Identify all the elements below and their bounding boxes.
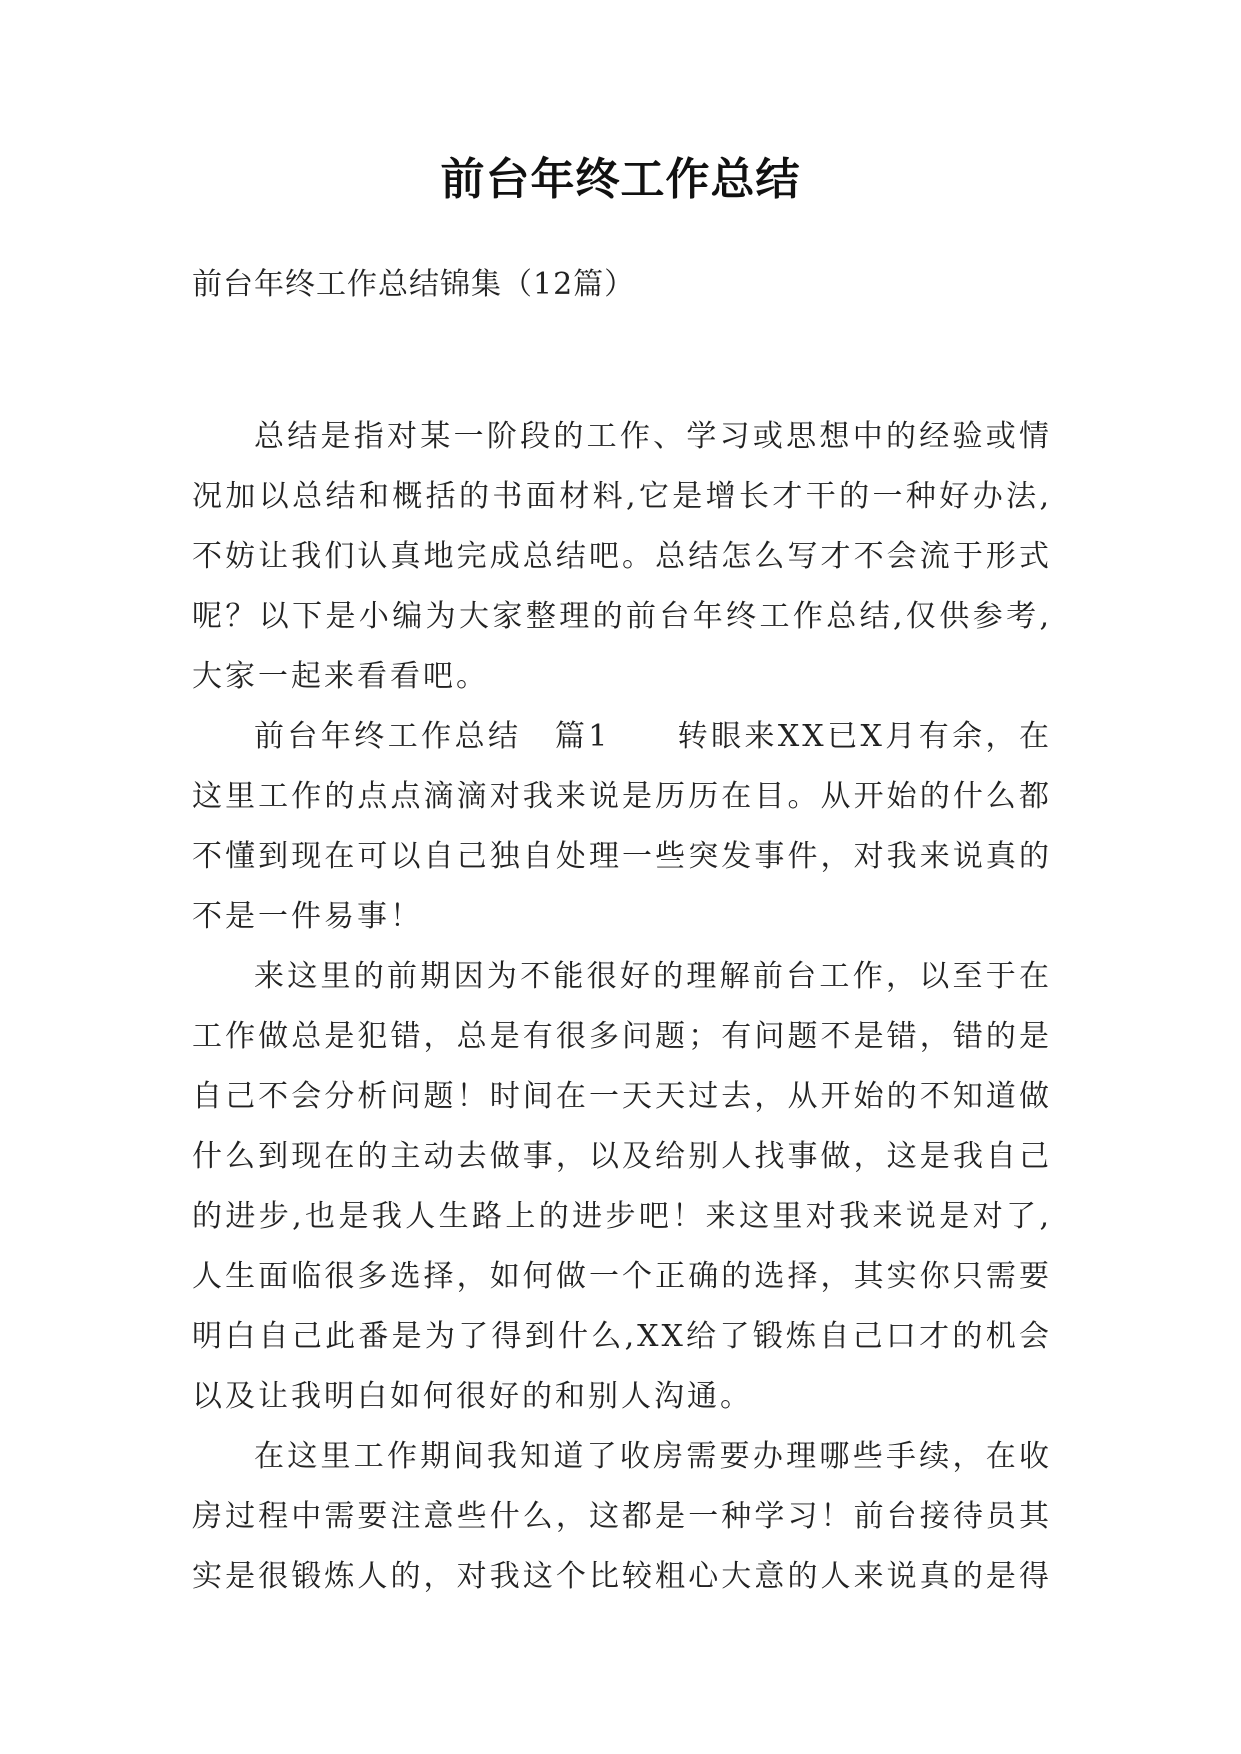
paragraph-line: 的进步,也是我人生路上的进步吧！来这里对我来说是对了, xyxy=(192,1199,1052,1234)
document-title: 前台年终工作总结 xyxy=(440,154,801,205)
paragraph-line: 况加以总结和概括的书面材料,它是增长才干的一种好办法, xyxy=(192,479,1052,514)
paragraph-line: 什么到现在的主动去做事，以及给别人找事做，这是我自己 xyxy=(192,1139,1052,1174)
paragraph-intro xyxy=(192,407,1052,707)
paragraph-line: 这里工作的点点滴滴对我来说是历历在目。从开始的什么都 xyxy=(192,779,1052,814)
paragraph-line: 前台年终工作总结 篇1 转眼来XX已X月有余，在 xyxy=(254,719,1052,754)
paragraph-early-period xyxy=(192,947,1052,1427)
paragraph-line: 呢？以下是小编为大家整理的前台年终工作总结,仅供参考, xyxy=(192,599,1052,634)
paragraph-line: 房过程中需要注意些什么，这都是一种学习！前台接待员其 xyxy=(192,1499,1052,1534)
paragraph-line: 不妨让我们认真地完成总结吧。总结怎么写才不会流于形式 xyxy=(192,539,1052,574)
paragraph-line: 总结是指对某一阶段的工作、学习或思想中的经验或情 xyxy=(254,419,1052,454)
paragraph-line: 工作做总是犯错，总是有很多问题；有问题不是错，错的是 xyxy=(192,1019,1052,1054)
paragraph-line: 以及让我明白如何很好的和别人沟通。 xyxy=(192,1379,753,1414)
document-subtitle: 前台年终工作总结锦集（12篇） xyxy=(192,267,636,302)
paragraph-line: 大家一起来看看吧。 xyxy=(192,659,489,694)
paragraph-line: 自己不会分析问题！时间在一天天过去，从开始的不知道做 xyxy=(192,1079,1052,1114)
paragraph-line: 实是很锻炼人的，对我这个比较粗心大意的人来说真的是得 xyxy=(192,1559,1052,1594)
paragraph-line: 不是一件易事！ xyxy=(192,899,423,934)
paragraph-part-1 xyxy=(192,707,1052,947)
paragraph-line: 人生面临很多选择，如何做一个正确的选择，其实你只需要 xyxy=(192,1259,1052,1294)
paragraph-line: 明白自己此番是为了得到什么,XX给了锻炼自己口才的机会 xyxy=(192,1319,1052,1354)
document-body xyxy=(192,407,1052,1607)
paragraph-line: 不懂到现在可以自己独自处理一些突发事件，对我来说真的 xyxy=(192,839,1052,874)
paragraph-line: 在这里工作期间我知道了收房需要办理哪些手续，在收 xyxy=(254,1439,1052,1474)
paragraph-work-period xyxy=(192,1427,1052,1607)
paragraph-line: 来这里的前期因为不能很好的理解前台工作，以至于在 xyxy=(254,959,1052,994)
